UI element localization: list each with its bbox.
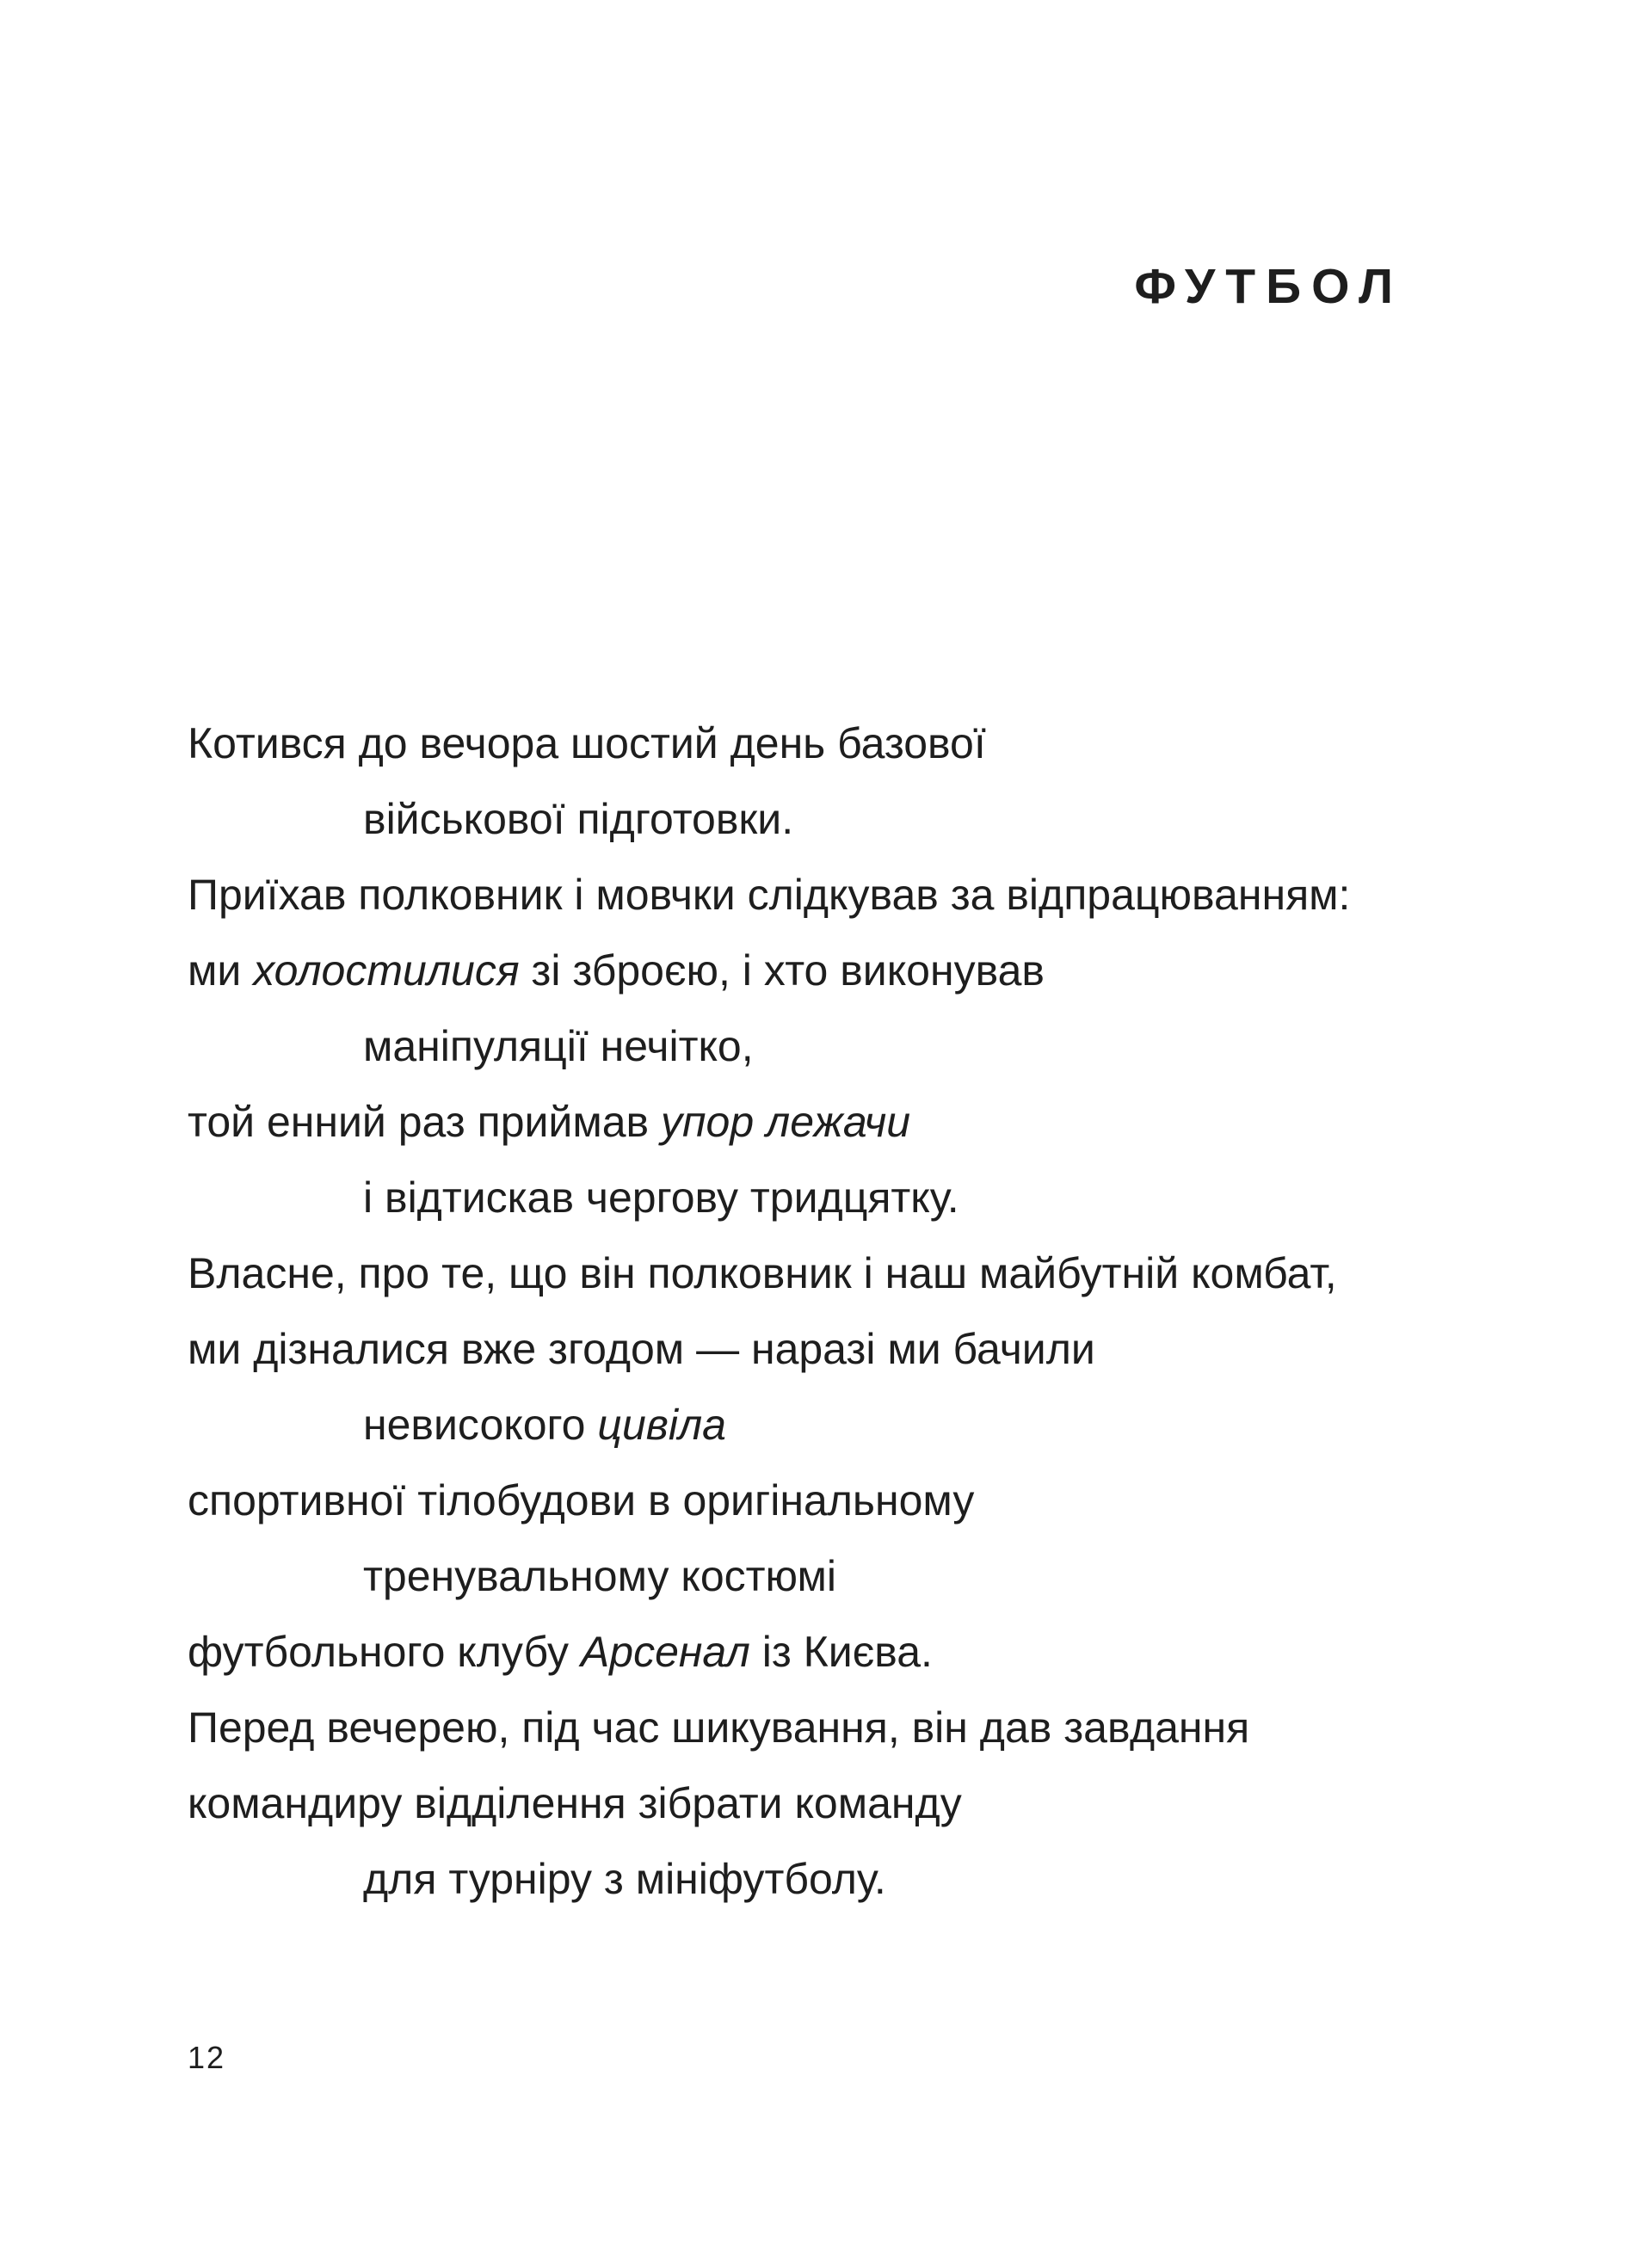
poem-line — [188, 1614, 1478, 1690]
text-segment: Котився до вечора шостий день базової — [188, 719, 986, 767]
poem-line — [188, 1235, 1478, 1311]
italic-segment: холостилися — [253, 946, 520, 995]
poem-line — [188, 1538, 1478, 1614]
text-segment: і відтискав чергову тридцятку. — [363, 1173, 959, 1222]
poem-line — [188, 1841, 1478, 1917]
text-segment: Власне, про те, що він полковник і наш майбутній комбат, — [188, 1249, 1337, 1297]
text-segment: спортивної тілобудови в оригінальному — [188, 1476, 975, 1524]
text-segment: із Києва. — [749, 1628, 933, 1676]
text-segment: Перед вечерею, під час шикування, він дав завдання — [188, 1703, 1250, 1752]
poem-line — [188, 1463, 1478, 1538]
page-number: 12 — [188, 2040, 226, 2075]
text-segment: невисокого — [363, 1401, 598, 1449]
poem-text — [188, 705, 1478, 1917]
italic-segment: Арсенал — [580, 1628, 750, 1676]
text-segment: футбольного клубу — [188, 1628, 581, 1676]
text-segment: Приїхав полковник і мовчки слідкував за відпрацюванням: — [188, 871, 1351, 919]
poem-line — [188, 933, 1478, 1008]
text-segment: маніпуляції нечітко, — [363, 1022, 754, 1070]
poem-line — [188, 1387, 1478, 1463]
poem-line — [188, 705, 1478, 781]
text-segment: тренувальному костюмі — [363, 1552, 836, 1600]
text-segment: ми — [188, 946, 254, 995]
poem-line — [188, 781, 1478, 857]
poem-line — [188, 1084, 1478, 1160]
poem-line — [188, 1160, 1478, 1235]
poem-line — [188, 1311, 1478, 1387]
poem-line — [188, 1765, 1478, 1841]
poem-line — [188, 1690, 1478, 1765]
text-segment: той енний раз приймав — [188, 1098, 661, 1146]
italic-segment: цивіла — [597, 1401, 726, 1449]
text-segment: командиру відділення зібрати команду — [188, 1779, 962, 1827]
text-segment: зі зброєю, і хто виконував — [519, 946, 1045, 995]
poem-line — [188, 857, 1478, 933]
text-segment: для турніру з мініфутболу. — [363, 1855, 886, 1903]
chapter-title: ФУТБОЛ — [1134, 259, 1403, 314]
text-segment: військової підготовки. — [363, 795, 794, 843]
text-segment: ми дізналися вже згодом — наразі ми бачили — [188, 1325, 1095, 1373]
poem-line — [188, 1008, 1478, 1084]
italic-segment: упор лежачи — [661, 1098, 911, 1146]
